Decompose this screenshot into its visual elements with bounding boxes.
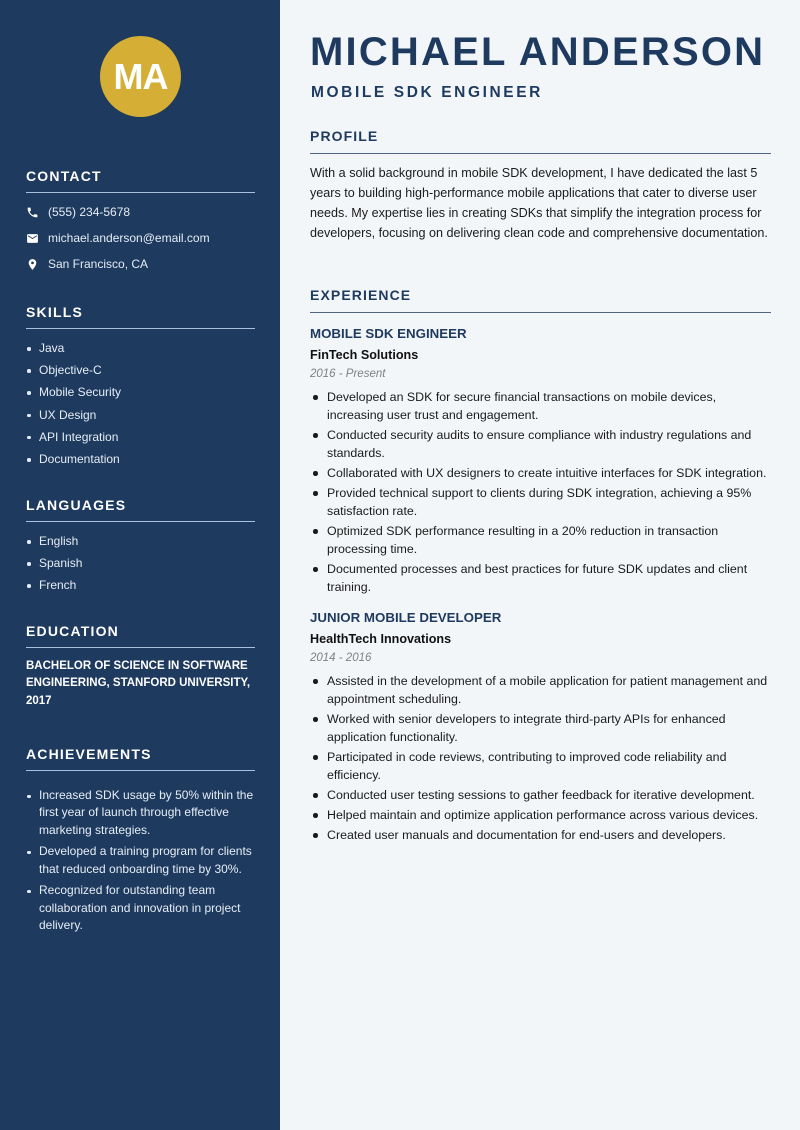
skill-item: Mobile Security <box>26 381 255 403</box>
job-dates: 2014 - 2016 <box>310 652 372 664</box>
job-entry <box>310 610 771 844</box>
experience-section <box>310 287 771 846</box>
job-entry <box>310 326 771 596</box>
skills-list <box>26 337 255 470</box>
job-bullet: Assisted in the development of a mobile application for patient management and appointment scheduling. <box>310 672 771 708</box>
job-title: JUNIOR MOBILE DEVELOPER <box>310 610 502 625</box>
language-item: English <box>26 530 255 552</box>
profile-section <box>310 128 771 243</box>
avatar <box>100 36 181 117</box>
job-company: FinTech Solutions <box>310 348 419 362</box>
job-bullet: Conducted security audits to ensure compliance with industry regulations and standards. <box>310 426 771 462</box>
language-item: French <box>26 574 255 596</box>
skills-section <box>26 304 255 470</box>
education-section <box>26 623 255 710</box>
location-pin-icon <box>26 258 39 271</box>
achievements-title: ACHIEVEMENTS <box>26 746 255 771</box>
achievement-item: Recognized for outstanding team collaboration and innovation in project delivery. <box>26 882 255 934</box>
language-item: Spanish <box>26 552 255 574</box>
achievement-item: Developed a training program for clients that reduced onboarding time by 30%. <box>26 843 255 878</box>
job-bullet: Optimized SDK performance resulting in a 20% reduction in transaction processing time. <box>310 522 771 558</box>
job-company: HealthTech Innovations <box>310 632 452 646</box>
skill-item: Documentation <box>26 448 255 470</box>
job-bullets <box>310 672 771 844</box>
achievements-list <box>26 787 255 934</box>
job-bullet: Conducted user testing sessions to gather feedback for iterative development. <box>310 786 771 804</box>
job-bullet: Provided technical support to clients during SDK integration, achieving a 95% satisfaction rate. <box>310 484 771 520</box>
languages-title: LANGUAGES <box>26 497 255 522</box>
job-dates: 2016 - Present <box>310 368 386 380</box>
skill-item: UX Design <box>26 404 255 426</box>
job-bullet: Participated in code reviews, contributing to improved code reliability and efficiency. <box>310 748 771 784</box>
job-bullet: Developed an SDK for secure financial transactions on mobile devices, increasing user trust and engagement. <box>310 388 771 424</box>
achievement-item: Increased SDK usage by 50% within the first year of launch through effective marketing strategies. <box>26 787 255 839</box>
job-bullet: Collaborated with UX designers to create intuitive interfaces for SDK integration. <box>310 464 771 482</box>
candidate-role: MOBILE SDK ENGINEER <box>311 84 543 101</box>
email-icon <box>26 232 39 245</box>
location-text: San Francisco, CA <box>48 257 149 271</box>
languages-list <box>26 530 255 597</box>
main-content <box>280 0 800 1130</box>
job-bullet: Helped maintain and optimize application performance across various devices. <box>310 806 771 824</box>
skill-item: Java <box>26 337 255 359</box>
education-title: EDUCATION <box>26 623 255 648</box>
contact-title: CONTACT <box>26 168 255 193</box>
email-text: michael.anderson@email.com <box>48 231 210 245</box>
contact-phone[interactable] <box>26 199 255 225</box>
job-bullet: Created user manuals and documentation for end-users and developers. <box>310 826 771 844</box>
experience-title: EXPERIENCE <box>310 287 771 313</box>
skills-title: SKILLS <box>26 304 255 329</box>
job-bullet: Documented processes and best practices for future SDK updates and client training. <box>310 560 771 596</box>
languages-section <box>26 497 255 597</box>
skill-item: Objective-C <box>26 359 255 381</box>
achievements-section <box>26 746 255 939</box>
candidate-name: MICHAEL ANDERSON <box>310 30 766 74</box>
avatar-initials: MA <box>113 55 168 97</box>
phone-text: (555) 234-5678 <box>48 205 131 219</box>
sidebar <box>0 0 280 1130</box>
skill-item: API Integration <box>26 426 255 448</box>
contact-email[interactable] <box>26 225 255 251</box>
contact-section <box>26 168 255 277</box>
contact-location <box>26 251 255 277</box>
job-bullet: Worked with senior developers to integrate third-party APIs for enhanced application functionality. <box>310 710 771 746</box>
education-text: BACHELOR OF SCIENCE IN SOFTWARE ENGINEERING, STANFORD UNIVERSITY, 2017 <box>26 660 251 707</box>
job-bullets <box>310 388 771 596</box>
phone-icon <box>26 206 39 219</box>
job-title: MOBILE SDK ENGINEER <box>310 326 467 341</box>
profile-title: PROFILE <box>310 128 771 154</box>
profile-text: With a solid background in mobile SDK development, I have dedicated the last 5 years to building high-performance mobile applications that cater to diverse user needs. My expertise lies in creating SDKs that simplify the integration process for developers, focusing on delivering clean code and comprehensive documentation. <box>310 166 768 240</box>
